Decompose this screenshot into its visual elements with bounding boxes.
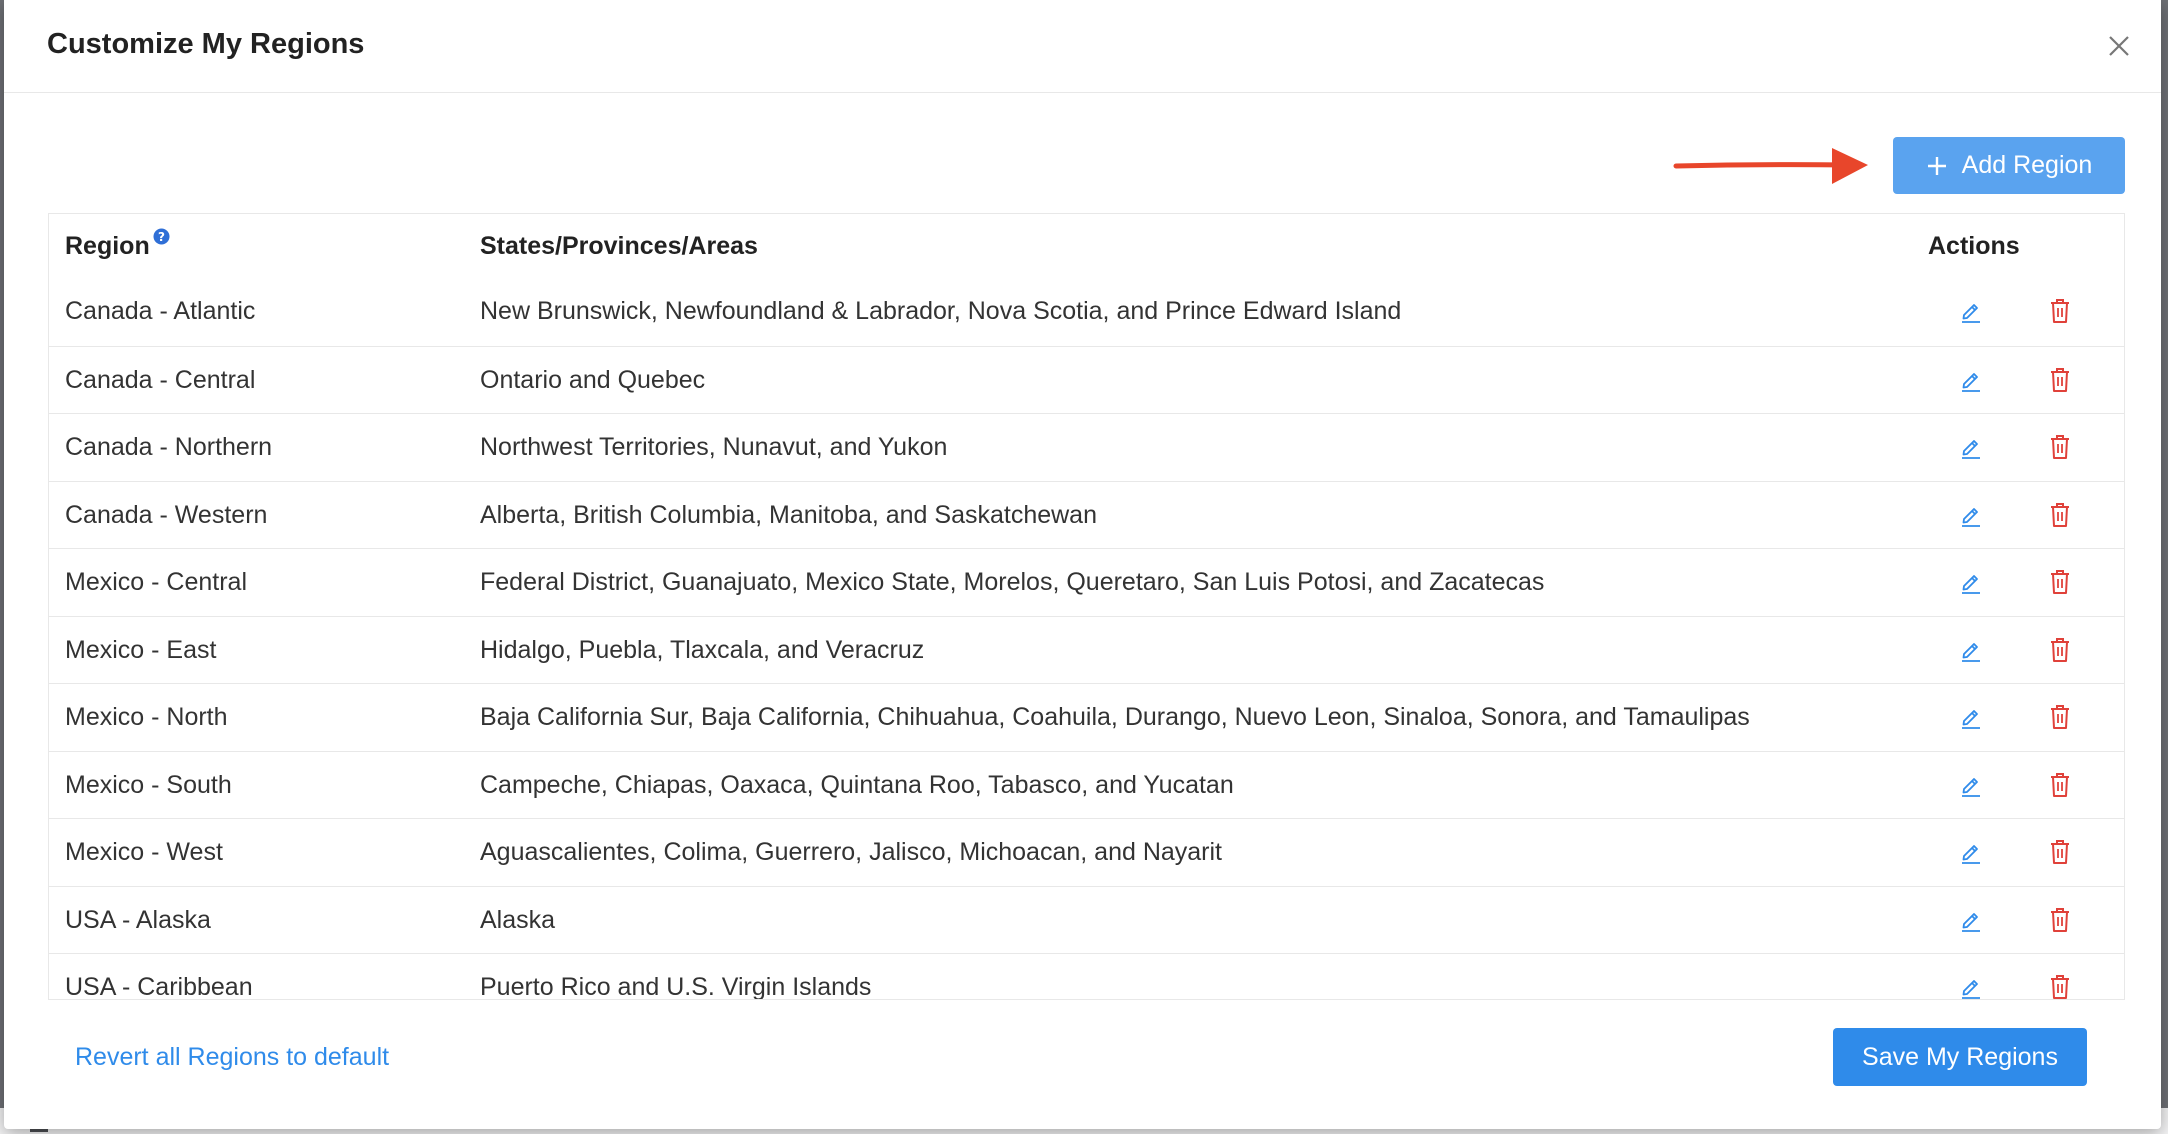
close-button[interactable] — [2101, 28, 2137, 64]
delete-icon — [2047, 366, 2073, 394]
table-row — [49, 818, 2124, 886]
delete-icon — [2047, 297, 2073, 325]
region-name: Canada - Western — [65, 500, 268, 529]
region-name: Mexico - North — [65, 703, 228, 731]
delete-region-button[interactable] — [2047, 501, 2073, 529]
region-name: Canada - Central — [65, 365, 256, 394]
add-region-label: Add Region — [1961, 151, 2093, 179]
delete-region-button[interactable] — [2047, 838, 2073, 866]
edit-icon — [1958, 367, 1984, 393]
region-name: Mexico - East — [65, 635, 217, 664]
delete-icon — [2047, 568, 2073, 596]
edit-icon — [1958, 434, 1984, 460]
delete-icon — [2047, 433, 2073, 461]
table-row — [49, 751, 2124, 819]
table-row — [49, 886, 2124, 954]
svg-text:?: ? — [158, 230, 165, 244]
edit-icon — [1958, 637, 1984, 663]
table-row — [49, 413, 2124, 481]
region-name: Mexico - Central — [65, 568, 247, 596]
region-name: Mexico - South — [65, 770, 232, 799]
delete-region-button[interactable] — [2047, 771, 2073, 799]
region-states: Alberta, British Columbia, Manitoba, and Saskatchewan — [480, 500, 1097, 529]
delete-icon — [2047, 973, 2073, 1000]
table-row — [49, 616, 2124, 684]
delete-icon — [2047, 906, 2073, 934]
edit-region-button[interactable] — [1958, 502, 1984, 528]
region-name: USA - Caribbean — [65, 973, 253, 1000]
customize-regions-modal — [4, 0, 2161, 1129]
region-states: Aguascalientes, Colima, Guerrero, Jalisco, Michoacan, and Nayarit — [480, 838, 1223, 866]
delete-region-button[interactable] — [2047, 433, 2073, 461]
region-states: Federal District, Guanajuato, Mexico State, Morelos, Queretaro, San Luis Potosi, and Zacatecas — [480, 568, 1545, 596]
region-name: Canada - Northern — [65, 433, 273, 461]
column-header-actions: Actions — [1928, 232, 2020, 260]
table-row — [49, 278, 2124, 346]
delete-icon — [2047, 771, 2073, 799]
table-row — [49, 481, 2124, 549]
edit-region-button[interactable] — [1958, 907, 1984, 933]
region-states: Baja California Sur, Baja California, Chihuahua, Coahuila, Durango, Nuevo Leon, Sinaloa, Sonora, and Tamaulipas — [480, 703, 1750, 731]
edit-region-button[interactable] — [1958, 637, 1984, 663]
region-name: Canada - Atlantic — [65, 297, 256, 325]
edit-region-button[interactable] — [1958, 434, 1984, 460]
modal-header — [4, 0, 2161, 93]
modal-title: Customize My Regions — [47, 28, 365, 60]
delete-icon — [2047, 838, 2073, 866]
column-header-states: States/Provinces/Areas — [480, 232, 758, 260]
edit-icon — [1958, 704, 1984, 730]
delete-region-button[interactable] — [2047, 906, 2073, 934]
delete-icon — [2047, 501, 2073, 529]
plus-icon — [1926, 155, 1948, 177]
edit-icon — [1958, 907, 1984, 933]
delete-region-button[interactable] — [2047, 703, 2073, 731]
region-states: Northwest Territories, Nunavut, and Yukon — [480, 433, 948, 461]
delete-icon — [2047, 636, 2073, 664]
edit-region-button[interactable] — [1958, 298, 1984, 324]
region-states: Puerto Rico and U.S. Virgin Islands — [480, 973, 872, 1000]
close-icon — [2101, 28, 2137, 64]
regions-table — [48, 213, 2125, 1000]
region-name: USA - Alaska — [65, 905, 211, 934]
region-states: Ontario and Quebec — [480, 365, 706, 394]
table-row — [49, 346, 2124, 414]
delete-icon — [2047, 703, 2073, 731]
region-states: Alaska — [480, 905, 556, 934]
table-row — [49, 953, 2124, 1000]
delete-region-button[interactable] — [2047, 366, 2073, 394]
help-icon[interactable] — [153, 228, 170, 245]
column-header-region: Region — [65, 232, 150, 260]
table-body — [49, 278, 2124, 1000]
table-row — [49, 548, 2124, 616]
region-states: New Brunswick, Newfoundland & Labrador, Nova Scotia, and Prince Edward Island — [480, 297, 1402, 325]
region-name: Mexico - West — [65, 838, 223, 866]
region-states: Hidalgo, Puebla, Tlaxcala, and Veracruz — [480, 635, 925, 664]
edit-region-button[interactable] — [1958, 569, 1984, 595]
revert-regions-link[interactable]: Revert all Regions to default — [75, 1043, 390, 1071]
delete-region-button[interactable] — [2047, 297, 2073, 325]
edit-icon — [1958, 569, 1984, 595]
edit-region-button[interactable] — [1958, 704, 1984, 730]
delete-region-button[interactable] — [2047, 636, 2073, 664]
edit-region-button[interactable] — [1958, 839, 1984, 865]
annotation-arrow — [1672, 140, 1882, 190]
add-region-button[interactable] — [1893, 137, 2125, 194]
save-regions-button[interactable]: Save My Regions — [1833, 1028, 2087, 1086]
table-header — [49, 214, 2124, 278]
edit-icon — [1958, 772, 1984, 798]
edit-region-button[interactable] — [1958, 974, 1984, 1000]
delete-region-button[interactable] — [2047, 568, 2073, 596]
edit-region-button[interactable] — [1958, 772, 1984, 798]
edit-region-button[interactable] — [1958, 367, 1984, 393]
edit-icon — [1958, 974, 1984, 1000]
edit-icon — [1958, 502, 1984, 528]
table-row — [49, 683, 2124, 751]
edit-icon — [1958, 839, 1984, 865]
edit-icon — [1958, 298, 1984, 324]
region-states: Campeche, Chiapas, Oaxaca, Quintana Roo, Tabasco, and Yucatan — [480, 770, 1234, 799]
delete-region-button[interactable] — [2047, 973, 2073, 1000]
